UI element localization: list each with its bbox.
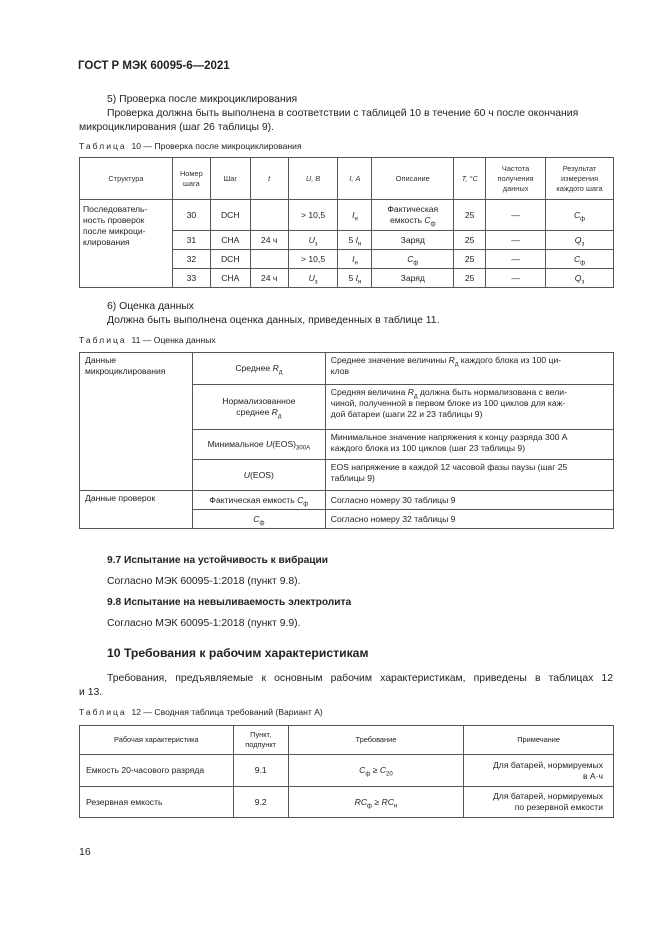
table11-caption-text: 11 — Оценка данных [131, 335, 216, 345]
item6-text: Должна быть выполнена оценка данных, приведенных в таблице 11. [107, 315, 440, 326]
step-frequency: — [486, 269, 546, 288]
step-time: 24 ч [250, 269, 288, 288]
col-header-voltage: U, В [288, 158, 338, 200]
step-frequency: — [486, 250, 546, 269]
section-10-text-line2: и 13. [79, 687, 103, 698]
table12-caption-text: 12 — Сводная таблица требований (Вариант А) [131, 707, 323, 717]
step-type: DCH [210, 250, 250, 269]
subclause-cell: 9.2 [233, 787, 288, 818]
step-number: 31 [172, 231, 210, 250]
step-number: 30 [172, 200, 210, 231]
table-row [80, 755, 614, 787]
param-u-eos-desc: EOS напряжение в каждой 12 часовой фазы паузы (шаг 25 таблицы 9) [325, 460, 613, 491]
table-row [80, 491, 614, 510]
step-type: DCH [210, 200, 250, 231]
col-header-description: Описание [372, 158, 454, 200]
step-frequency: — [486, 200, 546, 231]
col-header-step-result: Результат измерения каждого шага [546, 158, 614, 200]
step-frequency: — [486, 231, 546, 250]
step-number: 33 [172, 269, 210, 288]
step-voltage: > 10,5 [288, 250, 338, 269]
param-u-eos: U(EOS) [192, 460, 325, 491]
col-header-step-number: Номер шага [172, 158, 210, 200]
section-9-8-title: 9.8 Испытание на невыливаемость электролита [107, 597, 352, 608]
table11-caption-word: Таблица [79, 335, 127, 345]
step-description: Фактическая емкость $C_ф$ [372, 200, 454, 231]
characteristic-cell: Резервная емкость [80, 787, 234, 818]
item5-text-line1: Проверка должна быть выполнена в соответствии с таблицей 10 в течение 60 ч после окончания [107, 108, 579, 119]
step-description: Заряд [372, 231, 454, 250]
step-description: Заряд [372, 269, 454, 288]
step-voltage: > 10,5 [288, 200, 338, 231]
col-header-structure: Структура [80, 158, 173, 200]
structure-cell: Последователь- ность проверок после микроци- клирования [80, 200, 173, 288]
col-header-requirement: Требование [288, 726, 464, 755]
step-result: $Q_з$ [546, 269, 614, 288]
step-result: $C_ф$ [546, 250, 614, 269]
table-row [80, 353, 614, 385]
step-result: $Q_з$ [546, 231, 614, 250]
param-min-u-eos-desc: Минимальное значение напряжения к концу разряда 300 А каждого блока из 100 циклов (шаг 23 таблицы 9) [325, 430, 613, 460]
step-type: CHA [210, 231, 250, 250]
document-header: ГОСТ Р МЭК 60095-6—2021 [78, 60, 230, 72]
table-row [80, 200, 614, 231]
section-10-title: 10 Требования к рабочим характеристикам [107, 646, 369, 660]
param-actual-capacity: Фактическая емкость $C_ф$ [192, 491, 325, 510]
step-current: 5 $I_н$ [338, 231, 372, 250]
col-header-note: Примечание [464, 726, 614, 755]
step-temperature: 25 [454, 250, 486, 269]
param-min-u-eos: Минимальное $U(EOS)_{300А}$ [192, 430, 325, 460]
characteristic-cell: Емкость 20-часового разряда [80, 755, 234, 787]
note-cell: Для батарей, нормируемых по резервной емкости [464, 787, 614, 818]
table12-header-row [80, 726, 614, 755]
step-current: 5 $I_н$ [338, 269, 372, 288]
step-number: 32 [172, 250, 210, 269]
step-type: CHA [210, 269, 250, 288]
requirement-cell: $C_ф \ge C_{20}$ [288, 755, 464, 787]
col-header-step: Шаг [210, 158, 250, 200]
group-microcycling-data: Данные микроциклирования [80, 353, 193, 491]
step-voltage: $U_з$ [288, 231, 338, 250]
col-header-current: I, А [338, 158, 372, 200]
table11-caption [79, 335, 216, 345]
col-header-temperature: T, °С [454, 158, 486, 200]
param-capacity-cf: $C_ф$ [192, 510, 325, 529]
note-cell: Для батарей, нормируемых в А·ч [464, 755, 614, 787]
table11 [79, 352, 614, 529]
param-mean-rd: Среднее $R_д$ [192, 353, 325, 385]
param-normalized-rd: Нормализованное среднее $R_д$ [192, 385, 325, 430]
step-description: $C_ф$ [372, 250, 454, 269]
section-9-8-text: Согласно МЭК 60095-1:2018 (пункт 9.9). [107, 618, 301, 629]
table10-caption [79, 141, 302, 151]
table10-caption-word: Таблица [79, 141, 127, 151]
param-actual-capacity-desc: Согласно номеру 30 таблицы 9 [325, 491, 613, 510]
table12-caption-word: Таблица [79, 707, 127, 717]
group-check-data: Данные проверок [80, 491, 193, 529]
step-time [250, 250, 288, 269]
table10 [79, 157, 614, 288]
section-10-text-line1: Требования, предъявляемые к основным рабочим характеристикам, приведены в таблицах 12 [107, 673, 613, 684]
item5-text-line2: микроциклирования (шаг 26 таблицы 9). [79, 122, 275, 133]
table12-caption [79, 707, 323, 717]
table10-header-row [80, 158, 614, 200]
table12 [79, 725, 614, 818]
item5-title: 5) Проверка после микроциклирования [107, 94, 298, 105]
requirement-cell: $RC_ф \ge RC_н$ [288, 787, 464, 818]
subclause-cell: 9.1 [233, 755, 288, 787]
step-result: $C_ф$ [546, 200, 614, 231]
section-9-7-title: 9.7 Испытание на устойчивость к вибрации [107, 555, 329, 566]
col-header-characteristic: Рабочая характеристика [80, 726, 234, 755]
step-voltage: $U_з$ [288, 269, 338, 288]
step-time [250, 200, 288, 231]
col-header-data-frequency: Частота получения данных [486, 158, 546, 200]
table-row [80, 787, 614, 818]
param-mean-rd-desc: Среднее значение величины $R_д$ каждого блока из 100 ци- клов [325, 353, 613, 385]
item6-title: 6) Оценка данных [107, 301, 194, 312]
section-9-7-text: Согласно МЭК 60095-1:2018 (пункт 9.8). [107, 576, 301, 587]
step-current: $I_н$ [338, 250, 372, 269]
step-time: 24 ч [250, 231, 288, 250]
step-current: $I_н$ [338, 200, 372, 231]
param-normalized-rd-desc: Средняя величина $R_д$ должна быть нормализована с вели- чиной, полученной в первом блоке из 100 циклов для каж- дой батареи (шаги 22 и 23 таблицы 9) [325, 385, 613, 430]
step-temperature: 25 [454, 200, 486, 231]
col-header-subclause: Пункт, подпункт [233, 726, 288, 755]
col-header-time: t [250, 158, 288, 200]
step-temperature: 25 [454, 231, 486, 250]
page-number: 16 [79, 846, 91, 858]
table10-caption-text: 10 — Проверка после микроциклирования [131, 141, 302, 151]
param-capacity-cf-desc: Согласно номеру 32 таблицы 9 [325, 510, 613, 529]
step-temperature: 25 [454, 269, 486, 288]
